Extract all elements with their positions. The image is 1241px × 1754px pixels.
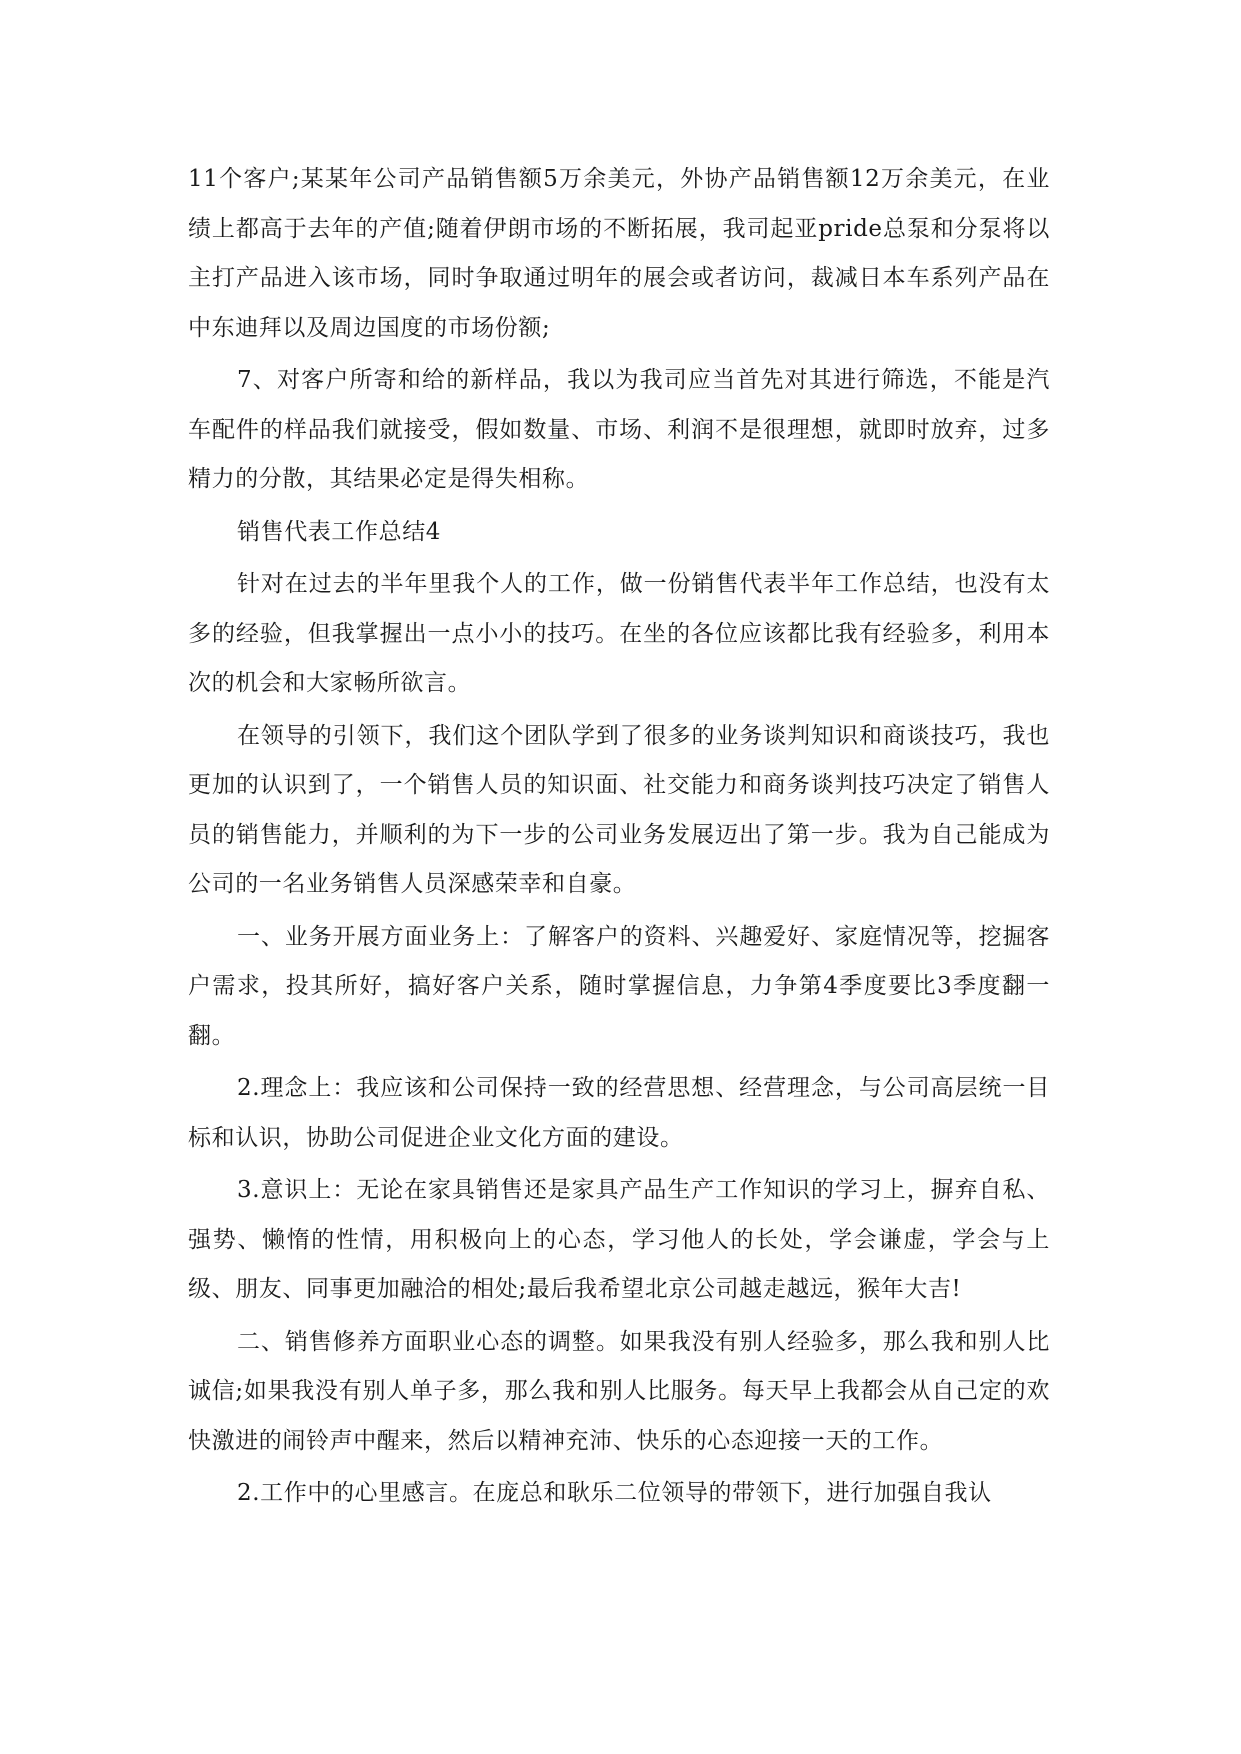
paragraph-philosophy: 2.理念上：我应该和公司保持一致的经营思想、经营理念，与公司高层统一目标和认识，协助公司促进企业文化方面的建设。 xyxy=(188,1075,1050,1151)
paragraph-item-7-samples: 7、对客户所寄和给的新样品，我以为我司应当首先对其进行筛选，不能是汽车配件的样品我们就接受，假如数量、市场、利润不是很理想，就即时放弃，过多精力的分散，其结果必定是得失相称。 xyxy=(188,367,1050,492)
document-body xyxy=(188,155,1050,1519)
paragraph-sales-attitude: 二、销售修养方面职业心态的调整。如果我没有别人经验多，那么我和别人比诚信;如果我没有别人单子多，那么我和别人比服务。每天早上我都会从自己定的欢快激进的闹铃声中醒来，然后以精神充沛、快乐的心态迎接一天的工作。 xyxy=(188,1328,1050,1454)
section-heading-summary-4: 销售代表工作总结4 xyxy=(237,518,442,545)
paragraph-work-reflections: 2.工作中的心里感言。在庞总和耿乐二位领导的带领下，进行加强自我认 xyxy=(237,1480,992,1506)
paragraph-leadership: 在领导的引领下，我们这个团队学到了很多的业务谈判知识和商谈技巧，我也更加的认识到了，一个销售人员的知识面、社交能力和商务谈判技巧决定了销售人员的销售能力，并顺利的为下一步的公司业务发展迈出了第一步。我为自己能成为公司的一名业务销售人员深感荣幸和自豪。 xyxy=(188,722,1050,897)
paragraph-customers-sales: 11个客户;某某年公司产品销售额5万余美元，外协产品销售额12万余美元，在业绩上都高于去年的产值;随着伊朗市场的不断拓展，我司起亚pride总泵和分泵将以主打产品进入该市场，同时争取通过明年的展会或者访问，裁减日本车系列产品在中东迪拜以及周边国度的市场份额; xyxy=(188,166,1050,341)
paragraph-intro: 针对在过去的半年里我个人的工作，做一份销售代表半年工作总结，也没有太多的经验，但我掌握出一点小小的技巧。在坐的各位应该都比我有经验多，利用本次的机会和大家畅所欲言。 xyxy=(188,571,1050,696)
paragraph-business-development: 一、业务开展方面业务上：了解客户的资料、兴趣爱好、家庭情况等，挖掘客户需求，投其所好，搞好客户关系，随时掌握信息，力争第4季度要比3季度翻一翻。 xyxy=(188,923,1050,1049)
paragraph-awareness: 3.意识上：无论在家具销售还是家具产品生产工作知识的学习上，摒弃自私、强势、懒惰的性情，用积极向上的心态，学习他人的长处，学会谦虚，学会与上级、朋友、同事更加融洽的相处;最后我希望北京公司越走越远，猴年大吉! xyxy=(188,1177,1050,1302)
